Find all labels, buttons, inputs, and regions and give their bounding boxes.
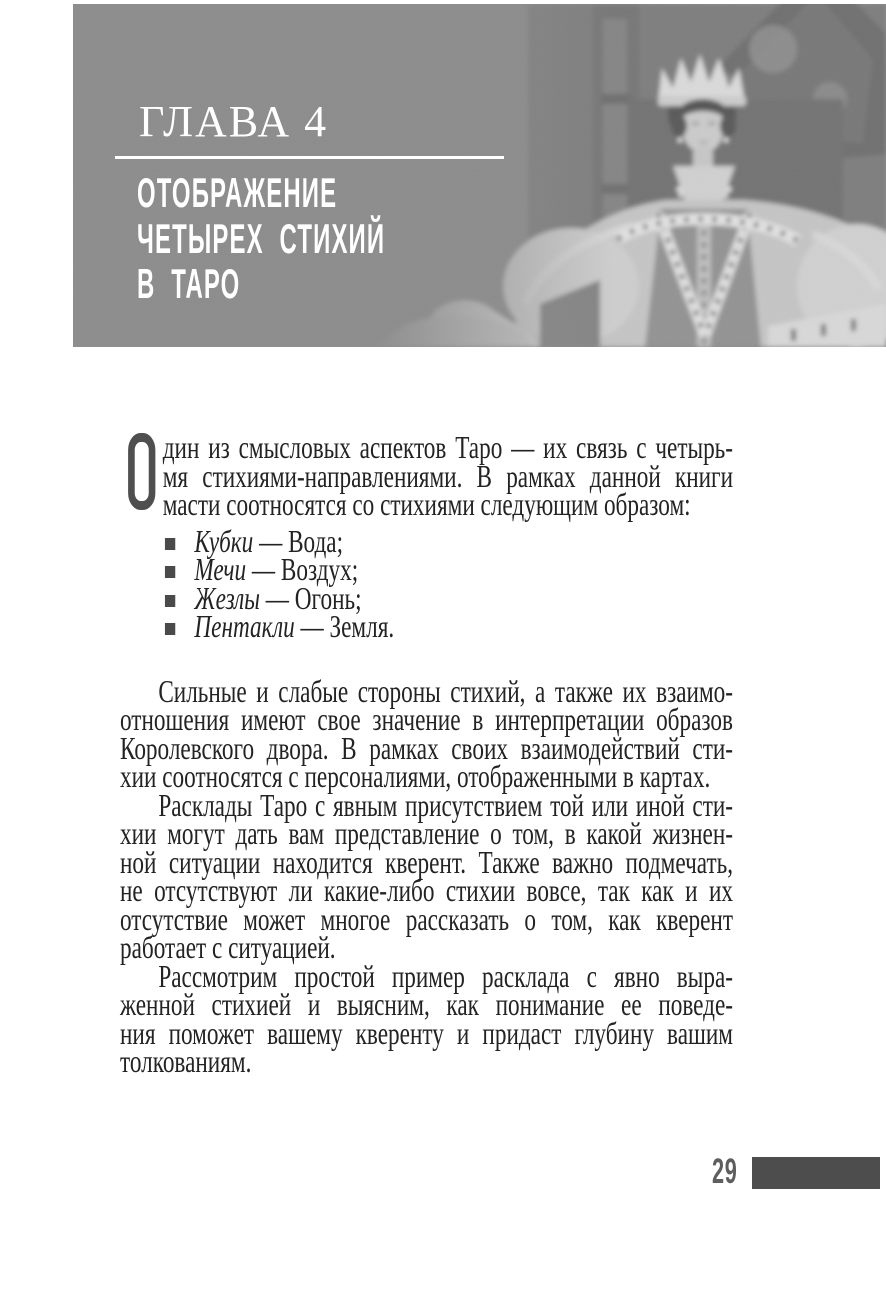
- list-term: Жезлы: [194, 580, 260, 616]
- chapter-title: [137, 170, 573, 307]
- text-line: толкованиям.: [120, 1044, 252, 1079]
- list-text: — Огонь;: [259, 580, 362, 616]
- text-line: отсутствие может многое рассказать о том, как кверент: [120, 901, 734, 937]
- text-line: хии могут дать вам представление о том, в какой жизнен-: [120, 816, 734, 851]
- text-line: дин из смысловых аспектов Таро — их связь с четырь-: [162, 430, 734, 465]
- chapter-title-line: ЧЕТЫРЕХ СТИХИЙ: [137, 214, 386, 262]
- text-line: Сильные и слабые стороны стихий, а также их взаимо-: [158, 673, 734, 709]
- text-line: ния поможет вашему кверенту и придаст глубину вашим: [120, 1015, 734, 1051]
- drop-cap: [128, 433, 155, 510]
- text-line: отношения имеют свое значение в интерпретации образов: [120, 702, 734, 737]
- text-line: мя стихиями-направлениями. В рамках данной книги: [162, 458, 734, 494]
- list-text: — Земля.: [294, 609, 395, 644]
- bullet-list: [120, 523, 733, 644]
- chapter-header-banner: [73, 4, 886, 347]
- list-item: [120, 609, 733, 644]
- bullet-square-icon: [165, 623, 175, 635]
- list-term: Кубки: [194, 523, 254, 559]
- chapter-number-label: ГЛАВА 4: [139, 97, 329, 146]
- list-term: Пентакли: [194, 609, 295, 644]
- list-text: — Вода;: [253, 523, 344, 559]
- footer-bar: [752, 1157, 880, 1189]
- text-line: ной ситуации находится кверент. Также важно подмечать,: [120, 844, 734, 880]
- page-number: 29: [712, 1152, 738, 1191]
- text-line: Рассмотрим простой пример расклада с явно выра-: [158, 958, 734, 994]
- paragraph: [120, 958, 734, 1079]
- paragraph: [120, 787, 734, 965]
- bullet-square-icon: [165, 566, 175, 578]
- bullet-square-icon: [165, 595, 175, 607]
- bullet-square-icon: [165, 538, 175, 550]
- text-block: [120, 430, 734, 1079]
- text-line: не отсутствуют ли какие-либо стихии вовсе, так как и их: [120, 873, 734, 908]
- chapter-title-line: ОТОБРАЖЕНИЕ: [137, 169, 338, 216]
- list-term: Мечи: [194, 552, 247, 587]
- paragraph: [120, 430, 734, 522]
- list-text: — Воздух;: [246, 552, 359, 587]
- text-line: женной стихией и выясним, как понимание ее поведе-: [120, 987, 734, 1022]
- text-line: Расклады Таро с явным присутствием той или иной сти-: [158, 787, 734, 823]
- text-line: Королевского двора. В рамках своих взаимодействий сти-: [120, 730, 734, 766]
- chapter-title-line: В ТАРО: [137, 260, 241, 307]
- text-line: масти соотносятся со стихиями следующим образом:: [162, 487, 691, 522]
- title-underline: [115, 156, 504, 159]
- paragraph: [120, 673, 734, 794]
- body-column: [120, 430, 734, 1079]
- text-line: работает с ситуацией.: [120, 930, 336, 965]
- text-line: хии соотносятся с персоналиями, отображенными в картах.: [120, 759, 711, 794]
